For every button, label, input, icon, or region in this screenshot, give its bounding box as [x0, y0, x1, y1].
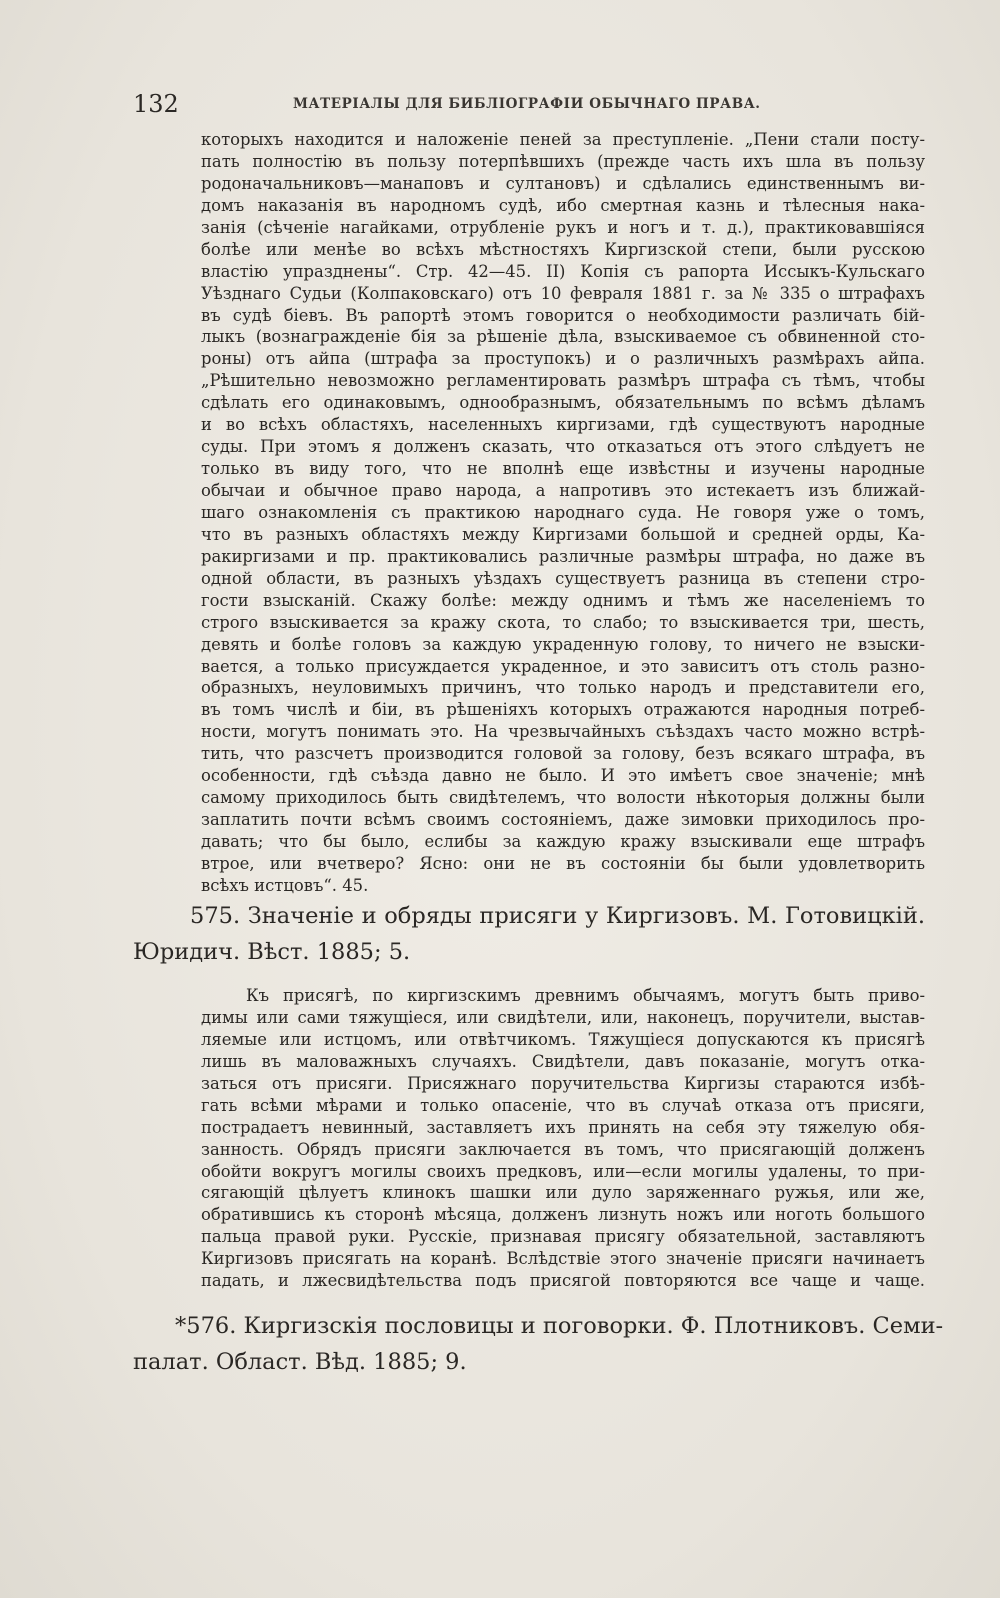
text-line: Киргизовъ присягать на коранѣ. Вслѣдствіе этого значеніе присяги начинаетъ [201, 1249, 925, 1269]
text-line: гать всѣми мѣрами и только опасеніе, что въ случаѣ отказа отъ присяги, [201, 1095, 925, 1115]
text-line: шаго ознакомленія съ практикою народнаго суда. Не говоря уже о томъ, [201, 502, 925, 522]
text-line: обычаи и обычное право народа, а напротивъ это истекаетъ изъ ближай- [201, 481, 925, 500]
text-line: лишь въ маловажныхъ случаяхъ. Свидѣтели, давъ показаніе, могутъ отка- [201, 1051, 925, 1071]
entry-575-heading [133, 898, 925, 970]
text-line: вается, а только присуждается украденное, и это зависитъ отъ столь разно- [201, 656, 925, 676]
text-line: пальца правой руки. Русскіе, признавая присягу обязательной, заставляютъ [201, 1227, 925, 1247]
text-line: родоначальниковъ—манаповъ и султановъ) и сдѣлались единственнымъ ви- [201, 173, 925, 193]
text-line: втрое, или вчетверо? Ясно: они не въ состояніи бы были удовлетворить [201, 853, 925, 873]
text-line: гости взысканій. Скажу болѣе: между однимъ и тѣмъ же населеніемъ то [201, 590, 925, 610]
page-number: 132 [133, 90, 179, 118]
text-line: давать; что бы было, еслибы за каждую кражу взыскивали еще штрафъ [201, 832, 925, 851]
text-line: роны) отъ айпа (штрафа за проступокъ) и о различныхъ размѣрахъ айпа. [201, 349, 925, 369]
text-line: пострадаетъ невинный, заставляетъ ихъ принять на себя эту тяжелую обя- [201, 1117, 925, 1137]
text-line: занія (сѣченіе нагайками, отрубленіе рукъ и ногъ и т. д.), практиковавшіяся [201, 217, 925, 237]
text-line: болѣе или менѣе во всѣхъ мѣстностяхъ Киргизской степи, были русскою [201, 239, 925, 259]
text-line: обратившись къ сторонѣ мѣсяца, долженъ лизнуть ножъ или ноготь большого [201, 1205, 925, 1225]
text-line: 575. Значеніе и обряды присяги у Киргизовъ. М. Готовицкій. [190, 903, 925, 929]
text-line: пать полностію въ пользу потерпѣвшихъ (прежде часть ихъ шла въ пользу [201, 151, 925, 171]
running-title: МАТЕРІАЛЫ ДЛЯ БИБЛІОГРАФІИ ОБЫЧНАГО ПРАВА. [293, 96, 761, 112]
text-line: заплатить почти всѣмъ своимъ состояніемъ, даже зимовки приходилось про- [201, 810, 925, 830]
text-line: домъ наказанія въ народномъ судѣ, ибо смертная казнь и тѣлесныя нака- [201, 195, 925, 215]
text-line: суды. При этомъ я долженъ сказать, что отказаться отъ этого слѣдуетъ не [201, 437, 925, 457]
text-line: только въ виду того, что не вполнѣ еще извѣстны и изучены народные [201, 459, 925, 479]
entry-576-heading [133, 1308, 944, 1380]
text-line: Уѣзднаго Судьи (Колпаковскаго) отъ 10 февраля 1881 г. за № 335 о штрафахъ [201, 283, 925, 303]
text-line: ности, могутъ понимать это. На чрезвычайныхъ съѣздахъ часто можно встрѣ- [201, 722, 925, 742]
text-line: тить, что разсчетъ производится головой за голову, безъ всякаго штрафа, въ [201, 744, 925, 764]
text-line: ракиргизами и пр. практиковались различные размѣры штрафа, но даже въ [201, 546, 925, 566]
text-line: образныхъ, неуловимыхъ причинъ, что только народъ и представители его, [201, 678, 925, 698]
text-line: Къ присягѣ, по киргизскимъ древнимъ обычаямъ, могутъ быть приво- [246, 986, 925, 1005]
text-line: сягающій цѣлуетъ клинокъ шашки или дуло заряженнаго ружья, или же, [201, 1183, 925, 1203]
text-line: всѣхъ истцовъ“. 45. [201, 875, 369, 895]
text-line: обойти вокругъ могилы своихъ предковъ, или—если могилы удалены, то при- [201, 1161, 925, 1181]
text-line: заться отъ присяги. Присяжнаго поручительства Киргизы стараются избѣ- [201, 1073, 925, 1093]
text-line: сдѣлать его одинаковымъ, однообразнымъ, обязательнымъ по всѣмъ дѣламъ [201, 393, 925, 413]
text-line: въ томъ числѣ и біи, въ рѣшеніяхъ которыхъ отражаются народныя потреб- [201, 700, 925, 720]
text-line: одной области, въ разныхъ уѣздахъ существуетъ разница въ степени стро- [201, 568, 925, 588]
text-line: и во всѣхъ областяхъ, населенныхъ киргизами, гдѣ существуютъ народные [201, 415, 925, 435]
text-line: въ судѣ біевъ. Въ рапортѣ этомъ говорится о необходимости различать бій- [201, 305, 925, 325]
text-line: *576. Киргизскія пословицы и поговорки. Ф. Плотниковъ. Семи- [175, 1313, 944, 1339]
text-line: что въ разныхъ областяхъ между Киргизами большой и средней орды, Ка- [201, 524, 925, 544]
text-line: палат. Област. Вѣд. 1885; 9. [133, 1349, 467, 1375]
running-head [133, 90, 925, 120]
text-line: лыкъ (вознагражденіе бія за рѣшеніе дѣла, взыскиваемое съ обвиненной сто- [201, 327, 925, 347]
text-line: девять и болѣе головъ за каждую украденную голову, то ничего не взыски- [201, 634, 925, 654]
text-line: строго взыскивается за кражу скота, то слабо; то взыскивается три, шесть, [201, 612, 925, 632]
text-line: „Рѣшительно невозможно регламентировать размѣръ штрафа съ тѣмъ, чтобы [201, 371, 925, 391]
text-line: падать, и лжесвидѣтельства подъ присягой повторяются все чаще и чаще. [201, 1271, 925, 1291]
text-line: особенности, гдѣ съѣзда давно не было. И это имѣетъ свое значеніе; мнѣ [201, 766, 925, 786]
paragraph-continued [201, 129, 925, 897]
text-line: димы или сами тяжущіеся, или свидѣтели, или, наконецъ, поручители, выстав- [201, 1007, 925, 1027]
text-line: властію упразднены“. Стр. 42—45. II) Копія съ рапорта Иссыкъ-Кульскаго [201, 261, 925, 281]
text-line: самому приходилось быть свидѣтелемъ, что волости нѣкоторыя должны были [201, 788, 925, 808]
text-line: занность. Обрядъ присяги заключается въ томъ, что присягающій долженъ [201, 1139, 925, 1159]
entry-575-text [201, 985, 925, 1292]
text-line: Юридич. Вѣст. 1885; 5. [133, 939, 411, 965]
text-line: которыхъ находится и наложеніе пеней за преступленіе. „Пени стали посту- [201, 130, 925, 149]
text-line: ляемые или истцомъ, или отвѣтчикомъ. Тяжущіеся допускаются къ присягѣ [201, 1029, 925, 1049]
